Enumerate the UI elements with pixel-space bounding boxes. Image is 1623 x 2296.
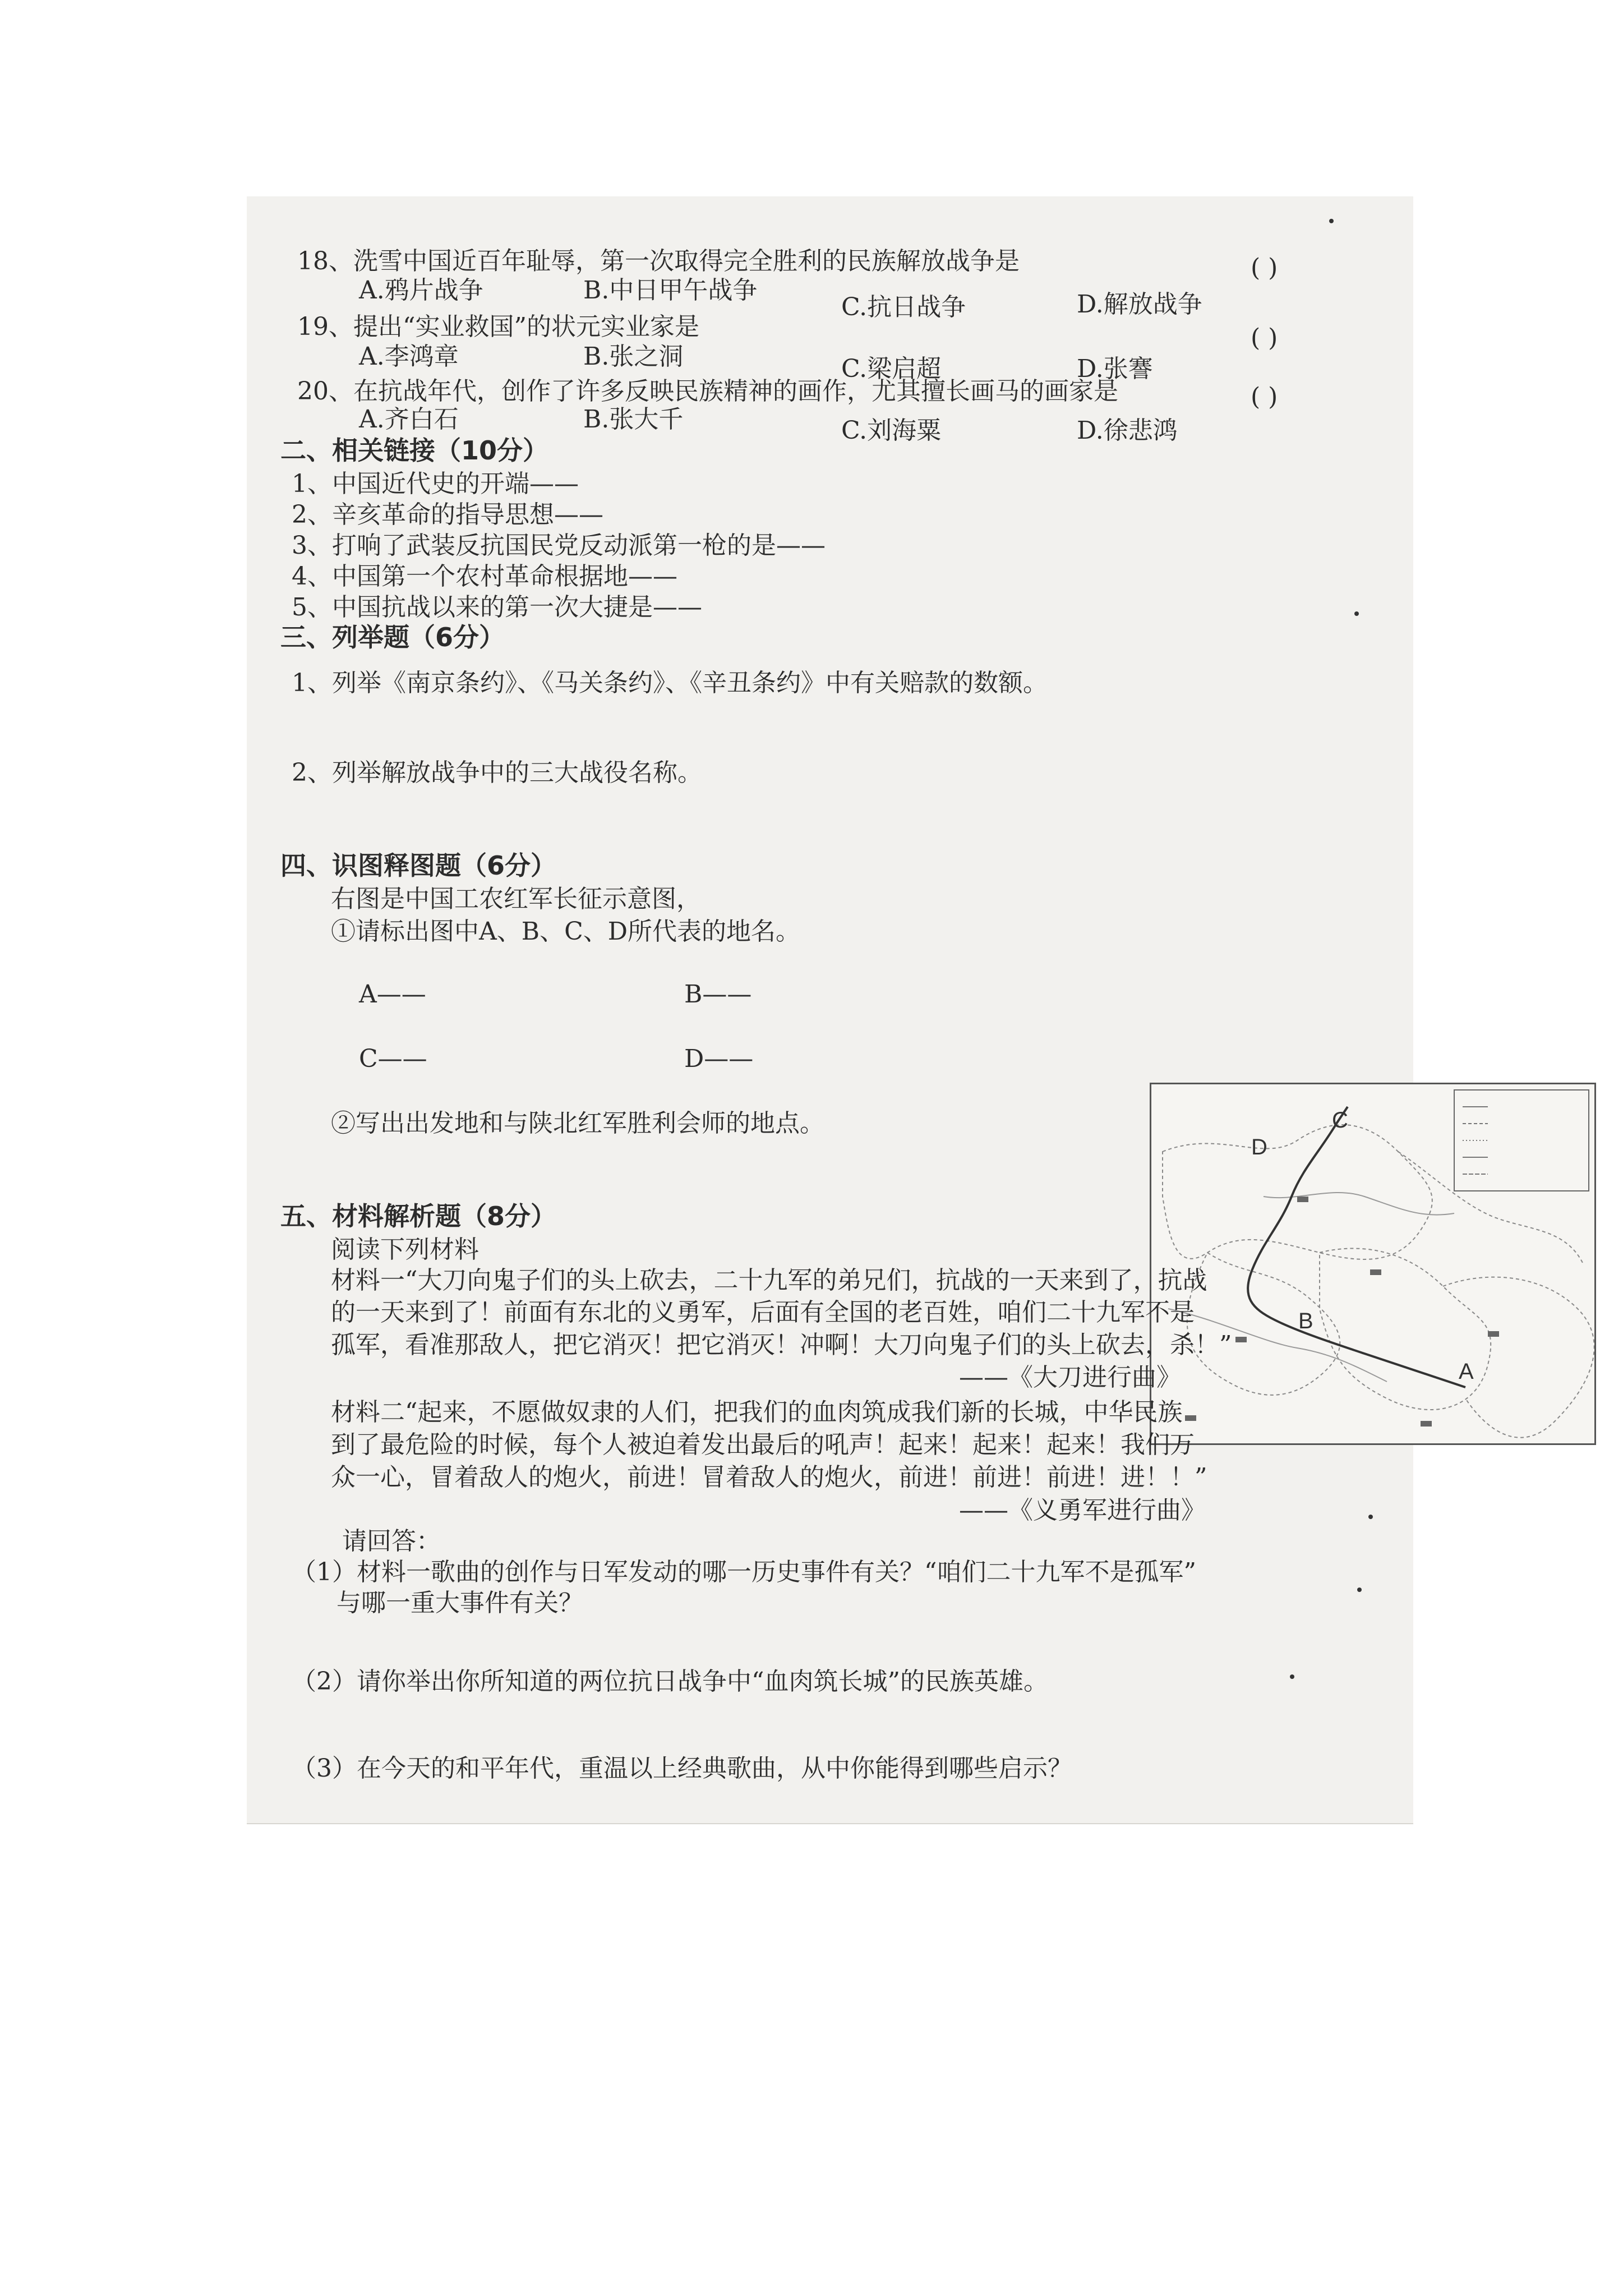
map-marker-6 <box>1185 1415 1196 1421</box>
scanned-exam-page <box>247 196 1474 1824</box>
material2-line-2: 到了最危险的时候，每个人被迫着发出最后的吼声！起来！起来！起来！我们万 <box>331 1430 1195 1459</box>
section2-item-2: 2、辛亥革命的指导思想—— <box>292 500 603 529</box>
material2-source: ——《义勇军进行曲》 <box>959 1496 1206 1525</box>
map-marker-1 <box>1297 1197 1308 1202</box>
section2-item-4: 4、中国第一个农村革命根据地—— <box>292 562 677 591</box>
section3-heading: 三、列举题（6分） <box>280 622 505 652</box>
map-background <box>1151 1084 1594 1443</box>
scan-speck <box>1290 1674 1294 1679</box>
material1-line-1: 材料一“大刀向鬼子们的头上砍去，二十九军的弟兄们，抗战的一天来到了，抗战 <box>331 1266 1207 1295</box>
material2-line-1: 材料二“起来，不愿做奴隶的人们，把我们的血肉筑成我们新的长城，中华民族 <box>331 1398 1183 1427</box>
map-blank-b: B—— <box>684 980 752 1009</box>
section2-item-1: 1、中国近代史的开端—— <box>292 470 579 498</box>
map-label-a: A <box>1459 1359 1474 1384</box>
q19-stem: 19、提出“实业救国”的状元实业家是 <box>297 312 699 341</box>
long-march-map <box>1150 1083 1596 1445</box>
q18-option-a: A.鸦片战争 <box>359 276 483 305</box>
material2-line-3: 众一心，冒着敌人的炮火，前进！冒着敌人的炮火，前进！前进！前进！进！！” <box>331 1463 1207 1492</box>
q20-stem: 20、在抗战年代，创作了许多反映民族精神的画作，尤其擅长画马的画家是 <box>297 377 1118 406</box>
map-drawing <box>1151 1084 1594 1443</box>
section4-task-2: ②写出出发地和与陕北红军胜利会师的地点。 <box>331 1109 824 1138</box>
scan-speck <box>1368 1515 1373 1519</box>
section3-question-2: 2、列举解放战争中的三大战役名称。 <box>292 758 702 787</box>
q18-stem: 18、洗雪中国近百年耻辱，第一次取得完全胜利的民族解放战争是 <box>297 247 1020 275</box>
map-blank-d: D—— <box>684 1045 754 1073</box>
section3-question-1: 1、列举《南京条约》、《马关条约》、《辛丑条约》中有关赔款的数额。 <box>292 669 1048 697</box>
q18-option-d: D.解放战争 <box>1077 290 1202 319</box>
q20-option-c: C.刘海粟 <box>841 416 942 445</box>
material1-line-3: 孤军，看准那敌人，把它消灭！把它消灭！冲啊！大刀向鬼子们的头上砍去，杀！” <box>331 1331 1232 1359</box>
scan-speck <box>1329 219 1334 223</box>
q18-option-b: B.中日甲午战争 <box>583 276 758 305</box>
section5-heading: 五、材料解析题（8分） <box>280 1201 557 1231</box>
section4-heading: 四、识图释图题（6分） <box>280 850 557 881</box>
map-marker-3 <box>1488 1331 1499 1337</box>
q20-option-d: D.徐悲鸿 <box>1077 416 1178 445</box>
map-marker-2 <box>1370 1269 1381 1275</box>
map-label-d: D <box>1251 1135 1267 1159</box>
section2-item-3: 3、打响了武装反抗国民党反动派第一枪的是—— <box>292 531 826 560</box>
q19-option-c: C.梁启超 <box>841 355 942 383</box>
q18-option-c: C.抗日战争 <box>841 293 966 321</box>
q19-option-a: A.李鸿章 <box>359 342 459 371</box>
section2-item-5: 5、中国抗战以来的第一次大捷是—— <box>292 593 702 622</box>
q20-option-b: B.张大千 <box>583 405 684 434</box>
section2-heading: 二、相关链接（10分） <box>280 435 549 466</box>
q18-answer-paren: ( ) <box>1251 254 1278 282</box>
material1-line-2: 的一天来到了！前面有东北的义勇军，后面有全国的老百姓，咱们二十九军不是 <box>331 1298 1195 1327</box>
scan-speck <box>1357 1588 1362 1592</box>
q19-answer-paren: ( ) <box>1251 324 1278 352</box>
section5-question-1a: （1）材料一歌曲的创作与日军发动的哪一历史事件有关？“咱们二十九军不是孤军” <box>292 1558 1196 1586</box>
map-label-c: C <box>1332 1108 1348 1133</box>
section5-question-2: （2）请你举出你所知道的两位抗日战争中“血肉筑长城”的民族英雄。 <box>292 1667 1048 1696</box>
section5-question-1b: 与哪一重大事件有关？ <box>336 1589 583 1617</box>
material1-source: ——《大刀进行曲》 <box>959 1363 1181 1392</box>
map-marker-4 <box>1235 1337 1247 1342</box>
map-label-b: B <box>1298 1309 1313 1333</box>
section5-read-instruction: 阅读下列材料 <box>331 1235 479 1264</box>
q19-option-b: B.张之洞 <box>583 342 684 371</box>
map-blank-a: A—— <box>359 980 426 1009</box>
q20-answer-paren: ( ) <box>1251 383 1278 411</box>
section5-question-3: （3）在今天的和平年代，重温以上经典歌曲，从中你能得到哪些启示？ <box>292 1754 1072 1783</box>
q19-option-d: D.张謇 <box>1077 355 1153 383</box>
section4-task-1: ①请标出图中A、B、C、D所代表的地名。 <box>331 917 801 946</box>
section5-ask: 请回答： <box>342 1527 441 1556</box>
map-blank-c: C—— <box>359 1045 427 1073</box>
section4-intro: 右图是中国工农红军长征示意图， <box>331 885 701 913</box>
scan-speck <box>1354 611 1359 616</box>
map-marker-5 <box>1421 1421 1432 1427</box>
q20-option-a: A.齐白石 <box>359 405 459 434</box>
